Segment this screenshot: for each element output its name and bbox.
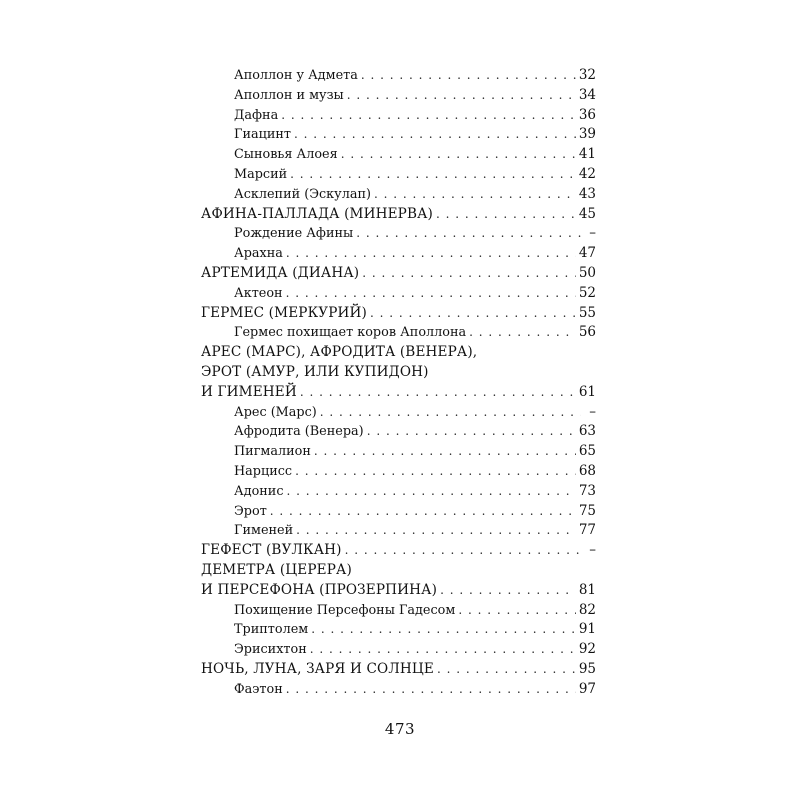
toc-entry-title: АРЕС (МАРС), АФРОДИТА (ВЕНЕРА),	[201, 344, 478, 361]
toc-subentry	[201, 502, 596, 522]
dot-leader	[300, 383, 576, 403]
toc-entry	[201, 343, 596, 363]
dot-leader	[286, 680, 576, 700]
dot-leader	[440, 581, 576, 601]
dot-leader	[341, 145, 576, 165]
toc-entry-title: И ГИМЕНЕЙ	[201, 383, 297, 400]
toc-entry-title: АРТЕМИДА (ДИАНА)	[201, 264, 360, 281]
dot-leader	[290, 165, 576, 185]
toc-entry-title: Асклепий (Эскулап)	[234, 186, 371, 202]
dot-leader	[347, 86, 576, 106]
dot-leader	[469, 323, 576, 343]
toc-subentry	[201, 125, 596, 145]
dot-leader	[436, 205, 576, 225]
toc-subentry	[201, 601, 596, 621]
dot-leader	[367, 422, 576, 442]
toc-entry-title: ГЕФЕСТ (ВУЛКАН)	[201, 542, 342, 559]
toc-entry-title: Дафна	[234, 107, 279, 123]
toc-page-number: –	[589, 542, 596, 559]
toc-page-number: 63	[578, 423, 596, 440]
toc-subentry	[201, 106, 596, 126]
dot-leader	[296, 521, 576, 541]
dot-leader	[370, 304, 576, 324]
toc-entry-title: Гиацинт	[234, 127, 291, 143]
toc-entry	[201, 363, 596, 383]
toc-entry-title: НОЧЬ, ЛУНА, ЗАРЯ И СОЛНЦЕ	[201, 660, 434, 677]
toc-entry-title: Рождение Афины	[234, 226, 354, 242]
toc-entry-title: Арахна	[234, 246, 283, 262]
toc-subentry	[201, 86, 596, 106]
toc-page-number: –	[589, 403, 596, 420]
toc-entry	[201, 561, 596, 581]
dot-leader	[294, 125, 576, 145]
toc-page-number: –	[589, 225, 596, 242]
toc-page-number: 43	[578, 185, 596, 202]
toc-page-number: 97	[578, 680, 596, 697]
toc-page-number: 73	[578, 482, 596, 499]
dot-leader	[374, 185, 576, 205]
dot-leader	[311, 620, 576, 640]
dot-leader	[361, 66, 576, 86]
toc-subentry	[201, 323, 596, 343]
toc-page-number: 41	[578, 146, 596, 163]
toc-page-number: 82	[578, 601, 596, 618]
toc-page-number: 68	[578, 462, 596, 479]
dot-leader	[458, 601, 575, 621]
dot-leader	[281, 106, 576, 126]
toc-entry-title: Нарцисс	[234, 463, 293, 479]
toc-subentry	[201, 165, 596, 185]
toc-page-number: 92	[578, 641, 596, 658]
toc-subentry	[201, 185, 596, 205]
dot-leader	[437, 660, 576, 680]
dot-leader	[362, 264, 576, 284]
toc-subentry	[201, 620, 596, 640]
toc-page-number: 42	[578, 165, 596, 182]
toc-entry	[201, 581, 596, 601]
toc-page-number: 77	[578, 522, 596, 539]
dot-leader	[320, 403, 581, 423]
toc-page-number: 36	[578, 106, 596, 123]
toc-page-number: 61	[578, 383, 596, 400]
toc-entry	[201, 205, 596, 225]
toc-page-number: 65	[578, 443, 596, 460]
toc-subentry	[201, 224, 596, 244]
toc-entry-title: Афродита (Венера)	[234, 424, 364, 440]
toc-entry-title: Марсий	[234, 166, 288, 182]
toc-page-number: 55	[578, 304, 596, 321]
toc-entry-title: Актеон	[234, 285, 283, 301]
toc-entry	[201, 383, 596, 403]
toc-entry-title: Пигмалион	[234, 444, 311, 460]
toc-entry-title: И ПЕРСЕФОНА (ПРОЗЕРПИНА)	[201, 581, 438, 598]
toc-entry	[201, 541, 596, 561]
toc-subentry	[201, 640, 596, 660]
toc-subentry	[201, 482, 596, 502]
toc-subentry	[201, 680, 596, 700]
toc-page-number: 32	[578, 67, 596, 83]
toc-entry-title: Фаэтон	[234, 681, 283, 697]
toc-subentry	[201, 462, 596, 482]
toc-entry-title: Эрисихтон	[234, 642, 307, 658]
page-number: 473	[384, 720, 416, 738]
toc-page-number: 39	[578, 126, 596, 143]
toc-entry-title: Арес (Марс)	[234, 404, 317, 420]
toc-subentry	[201, 442, 596, 462]
toc-entry-title: Похищение Персефоны Гадесом	[234, 602, 456, 618]
toc-entry	[201, 660, 596, 680]
dot-leader	[286, 244, 576, 264]
toc-entry-title: Адонис	[234, 483, 284, 499]
toc-subentry	[201, 284, 596, 304]
toc-entry	[201, 304, 596, 324]
toc-entry-title: ДЕМЕТРА (ЦЕРЕРА)	[201, 561, 352, 578]
toc-entry-title: АФИНА-ПАЛЛАДА (МИНЕРВА)	[201, 205, 434, 222]
toc-entry-title: Аполлон у Адмета	[234, 68, 358, 83]
toc-page-number: 45	[578, 205, 596, 222]
toc-page-number: 91	[578, 621, 596, 638]
toc-entry-title: Триптолем	[234, 622, 309, 638]
toc-page-number: 47	[578, 245, 596, 262]
toc-entry-title: Эрот	[234, 503, 267, 519]
toc-entry-title: Сыновья Алоея	[234, 147, 338, 163]
toc-page-number: 34	[578, 86, 596, 103]
toc-subentry	[201, 244, 596, 264]
toc-page-number: 95	[578, 660, 596, 677]
dot-leader	[310, 640, 576, 660]
table-of-contents	[201, 66, 596, 700]
toc-subentry	[201, 66, 596, 86]
toc-page-number: 75	[578, 502, 596, 519]
toc-entry	[201, 264, 596, 284]
toc-subentry	[201, 403, 596, 423]
toc-page-number: 52	[578, 284, 596, 301]
dot-leader	[270, 502, 576, 522]
toc-entry-title: Гименей	[234, 523, 294, 539]
toc-subentry	[201, 145, 596, 165]
toc-entry-title: Гермес похищает коров Аполлона	[234, 325, 467, 341]
dot-leader	[356, 224, 581, 244]
dot-leader	[295, 462, 576, 482]
toc-page-number: 50	[578, 264, 596, 281]
toc-subentry	[201, 521, 596, 541]
toc-entry-title: Аполлон и музы	[234, 87, 344, 103]
dot-leader	[314, 442, 576, 462]
toc-entry-title: ГЕРМЕС (МЕРКУРИЙ)	[201, 304, 367, 321]
dot-leader	[287, 482, 576, 502]
dot-leader	[286, 284, 576, 304]
toc-subentry	[201, 422, 596, 442]
toc-entry-title: ЭРОТ (АМУР, ИЛИ КУПИДОН)	[201, 363, 429, 380]
toc-page-number: 81	[578, 581, 596, 598]
toc-page-number: 56	[578, 324, 596, 341]
dot-leader	[345, 541, 581, 561]
